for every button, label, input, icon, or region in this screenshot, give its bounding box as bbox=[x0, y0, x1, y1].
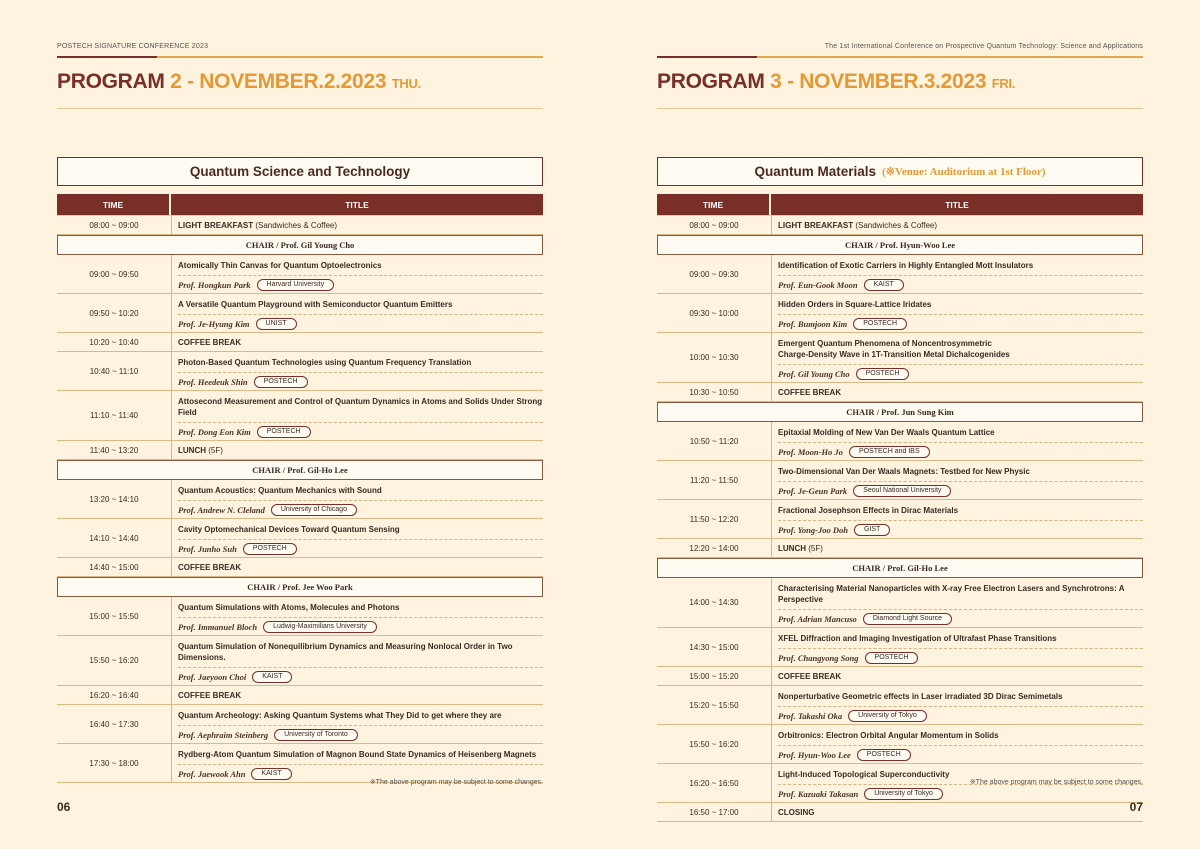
talk-title bbox=[178, 391, 543, 423]
talk-title-line: Attosecond Measurement and Control of Quantum Dynamics in Atoms and Solids Under Strong Field bbox=[178, 397, 543, 417]
talk-title bbox=[178, 294, 543, 315]
title-cell bbox=[772, 216, 1143, 234]
speaker-line bbox=[778, 365, 1143, 382]
talk-title-line: Atomically Thin Canvas for Quantum Optoelectronics bbox=[178, 261, 382, 270]
talk-title bbox=[778, 686, 1143, 707]
talk-title-line: Cavity Optomechanical Devices Toward Quantum Sensing bbox=[178, 525, 400, 534]
affiliation-badge: POSTECH bbox=[254, 376, 308, 388]
break-title: COFFEE BREAK bbox=[178, 690, 242, 700]
talk-title bbox=[778, 500, 1143, 521]
affiliation-badge: POSTECH bbox=[865, 652, 919, 664]
talk-title-line: Emergent Quantum Phenomena of Noncentrosymmetric bbox=[778, 339, 992, 348]
table-row bbox=[57, 480, 543, 519]
talk-title bbox=[778, 578, 1143, 610]
title-cell bbox=[772, 578, 1143, 627]
speaker-name: Prof. Bumjoon Kim bbox=[778, 318, 848, 329]
running-header: POSTECH SIGNATURE CONFERENCE 2023 bbox=[57, 43, 209, 50]
table-row bbox=[657, 461, 1143, 500]
break-line bbox=[778, 672, 1143, 681]
table-row bbox=[57, 333, 543, 352]
footnote: ※The above program may be subject to some changes. bbox=[369, 779, 543, 786]
speaker-name: Prof. Changyong Song bbox=[778, 652, 859, 663]
break-line bbox=[178, 691, 543, 700]
time-cell: 17:30 ~ 18:00 bbox=[57, 744, 172, 782]
talk-title-line: Quantum Simulations with Atoms, Molecules and Photons bbox=[178, 603, 400, 612]
time-cell: 09:50 ~ 10:20 bbox=[57, 294, 172, 332]
header-rule bbox=[657, 56, 1143, 58]
time-cell: 09:00 ~ 09:30 bbox=[657, 255, 772, 293]
speaker-name: Prof. Aephraim Steinberg bbox=[178, 729, 269, 740]
speaker-line bbox=[178, 501, 543, 518]
break-line bbox=[778, 388, 1143, 397]
session-title-box bbox=[657, 157, 1143, 186]
break-title: LIGHT BREAKFAST bbox=[178, 220, 254, 230]
time-cell: 15:50 ~ 16:20 bbox=[57, 636, 172, 685]
title-cell bbox=[172, 352, 543, 390]
speaker-line bbox=[778, 649, 1143, 666]
break-note: (5F) bbox=[806, 543, 823, 553]
affiliation-badge: University of Chicago bbox=[271, 504, 357, 516]
talk-title-line: Rydberg-Atom Quantum Simulation of Magnon Bound State Dynamics of Heisenberg Magnets bbox=[178, 750, 537, 759]
time-cell: 11:10 ~ 11:40 bbox=[57, 391, 172, 440]
title-date: - NOVEMBER.2.2023 bbox=[187, 70, 387, 93]
time-cell: 15:00 ~ 15:20 bbox=[657, 667, 772, 685]
table-row bbox=[657, 667, 1143, 686]
table-row bbox=[57, 294, 543, 333]
affiliation-badge: POSTECH bbox=[257, 426, 311, 438]
speaker-name: Prof. Je-Geun Park bbox=[778, 485, 848, 496]
speaker-name: Prof. Dong Eon Kim bbox=[178, 426, 251, 437]
speaker-line bbox=[778, 521, 1143, 538]
break-note: (Sandwiches & Coffee) bbox=[853, 220, 938, 230]
talk-title-line: Quantum Acoustics: Quantum Mechanics with Sound bbox=[178, 486, 382, 495]
footnote: ※The above program may be subject to some changes. bbox=[969, 779, 1143, 786]
break-line bbox=[178, 221, 543, 230]
program-table bbox=[657, 194, 1143, 822]
talk-title-line: Fractional Josephson Effects in Dirac Materials bbox=[778, 506, 959, 515]
title-cell bbox=[172, 294, 543, 332]
title-cell bbox=[172, 441, 543, 459]
table-row bbox=[57, 558, 543, 577]
table-row bbox=[57, 636, 543, 686]
time-cell: 08:00 ~ 09:00 bbox=[657, 216, 772, 234]
speaker-line bbox=[178, 315, 543, 332]
affiliation-badge: POSTECH bbox=[243, 543, 297, 555]
talk-title bbox=[178, 636, 543, 668]
talk-title bbox=[178, 705, 543, 726]
speaker-name: Prof. Junho Suh bbox=[178, 543, 237, 554]
title-word: PROGRAM bbox=[657, 70, 765, 93]
time-cell: 15:00 ~ 15:50 bbox=[57, 597, 172, 635]
time-cell: 16:20 ~ 16:50 bbox=[657, 764, 772, 802]
table-row bbox=[657, 686, 1143, 725]
title-cell bbox=[772, 333, 1143, 382]
title-cell bbox=[772, 294, 1143, 332]
title-cell bbox=[772, 539, 1143, 557]
time-column-header: TIME bbox=[57, 194, 169, 215]
title-cell bbox=[772, 422, 1143, 460]
talk-title-line: Nonperturbative Geometric effects in Laser irradiated 3D Dirac Semimetals bbox=[778, 692, 1063, 701]
table-row bbox=[657, 422, 1143, 461]
speaker-name: Prof. Yong-Joo Doh bbox=[778, 524, 848, 535]
talk-title-line: Light-Induced Topological Superconductivity bbox=[778, 770, 950, 779]
table-row bbox=[57, 391, 543, 441]
talk-title bbox=[778, 255, 1143, 276]
break-note: (5F) bbox=[206, 445, 223, 455]
chair-row: CHAIR / Prof. Hyun-Woo Lee bbox=[657, 235, 1143, 255]
speaker-line bbox=[778, 610, 1143, 627]
table-row bbox=[657, 333, 1143, 383]
time-cell: 14:00 ~ 14:30 bbox=[657, 578, 772, 627]
talk-title bbox=[178, 597, 543, 618]
break-title: LIGHT BREAKFAST bbox=[778, 220, 854, 230]
speaker-line bbox=[178, 726, 543, 743]
page-number: 07 bbox=[1129, 800, 1143, 814]
talk-title-line: Hidden Orders in Square-Lattice Iridates bbox=[778, 300, 932, 309]
time-cell: 10:00 ~ 10:30 bbox=[657, 333, 772, 382]
break-title: LUNCH bbox=[178, 445, 206, 455]
affiliation-badge: UNIST bbox=[256, 318, 297, 330]
talk-title-line: XFEL Diffraction and Imaging Investigation of Ultrafast Phase Transitions bbox=[778, 634, 1057, 643]
time-cell: 15:20 ~ 15:50 bbox=[657, 686, 772, 724]
speaker-line bbox=[778, 315, 1143, 332]
time-cell: 12:20 ~ 14:00 bbox=[657, 539, 772, 557]
time-cell: 11:50 ~ 12:20 bbox=[657, 500, 772, 538]
speaker-name: Prof. Eun-Gook Moon bbox=[778, 279, 858, 290]
speaker-name: Prof. Hyun-Woo Lee bbox=[778, 749, 851, 760]
talk-title bbox=[178, 744, 543, 765]
speaker-name: Prof. Jaeyoon Choi bbox=[178, 671, 247, 682]
speaker-line bbox=[178, 423, 543, 440]
affiliation-badge: KAIST bbox=[252, 671, 292, 683]
talk-title bbox=[778, 333, 1143, 365]
affiliation-badge: University of Tokyo bbox=[848, 710, 927, 722]
title-cell bbox=[172, 558, 543, 576]
time-cell: 11:40 ~ 13:20 bbox=[57, 441, 172, 459]
speaker-name: Prof. Takashi Oka bbox=[778, 710, 843, 721]
talk-title bbox=[178, 519, 543, 540]
title-column-header: TITLE bbox=[171, 194, 543, 215]
affiliation-badge: University of Toronto bbox=[274, 729, 358, 741]
time-cell: 09:00 ~ 09:50 bbox=[57, 255, 172, 293]
affiliation-badge: POSTECH and IBS bbox=[849, 446, 930, 458]
time-cell: 16:20 ~ 16:40 bbox=[57, 686, 172, 704]
table-row bbox=[657, 725, 1143, 764]
speaker-line bbox=[178, 373, 543, 390]
table-row bbox=[57, 216, 543, 235]
title-cell bbox=[172, 333, 543, 351]
title-number: 3 bbox=[770, 70, 782, 93]
session-title: Quantum Science and Technology bbox=[189, 164, 411, 179]
time-cell: 10:40 ~ 11:10 bbox=[57, 352, 172, 390]
talk-title bbox=[178, 255, 543, 276]
table-row bbox=[57, 705, 543, 744]
title-cell bbox=[772, 628, 1143, 666]
time-cell: 15:50 ~ 16:20 bbox=[657, 725, 772, 763]
time-cell: 08:00 ~ 09:00 bbox=[57, 216, 172, 234]
affiliation-badge: POSTECH bbox=[853, 318, 907, 330]
affiliation-badge: KAIST bbox=[251, 768, 291, 780]
speaker-line bbox=[778, 482, 1143, 499]
talk-title-line: Photon-Based Quantum Technologies using Quantum Frequency Translation bbox=[178, 358, 472, 367]
title-day: FRI. bbox=[991, 76, 1016, 91]
time-cell: 16:40 ~ 17:30 bbox=[57, 705, 172, 743]
affiliation-badge: Seoul National University bbox=[853, 485, 951, 497]
talk-title-line: Quantum Simulation of Nonequilibrium Dynamics and Measuring Nonlocal Order in Two Dimensions. bbox=[178, 642, 513, 662]
table-header bbox=[657, 194, 1143, 216]
speaker-line bbox=[178, 276, 543, 293]
session-title: Quantum Materials bbox=[754, 164, 877, 179]
time-cell: 16:50 ~ 17:00 bbox=[657, 803, 772, 821]
break-line bbox=[778, 808, 1143, 817]
time-cell: 10:50 ~ 11:20 bbox=[657, 422, 772, 460]
talk-title bbox=[778, 461, 1143, 482]
break-title: COFFEE BREAK bbox=[178, 337, 242, 347]
speaker-line bbox=[178, 540, 543, 557]
chair-row: CHAIR / Prof. Jee Woo Park bbox=[57, 577, 543, 597]
title-cell bbox=[772, 383, 1143, 401]
table-row bbox=[657, 294, 1143, 333]
break-title: LUNCH bbox=[778, 543, 806, 553]
table-row bbox=[57, 597, 543, 636]
title-rule bbox=[57, 108, 543, 109]
table-row bbox=[57, 255, 543, 294]
talk-title bbox=[178, 480, 543, 501]
title-rule bbox=[657, 108, 1143, 109]
break-line bbox=[178, 446, 543, 455]
title-cell bbox=[172, 519, 543, 557]
speaker-line bbox=[778, 443, 1143, 460]
affiliation-badge: Ludwig-Maximilians University bbox=[263, 621, 377, 633]
talk-title bbox=[178, 352, 543, 373]
speaker-name: Prof. Heedeuk Shin bbox=[178, 376, 248, 387]
time-cell: 11:20 ~ 11:50 bbox=[657, 461, 772, 499]
affiliation-badge: GIST bbox=[854, 524, 890, 536]
break-title: COFFEE BREAK bbox=[178, 562, 242, 572]
title-cell bbox=[772, 461, 1143, 499]
title-cell bbox=[772, 803, 1143, 821]
break-title: CLOSING bbox=[778, 807, 815, 817]
title-cell bbox=[772, 255, 1143, 293]
speaker-name: Prof. Jaewook Ahn bbox=[178, 768, 246, 779]
talk-title-line: Quantum Archeology: Asking Quantum Systems what They Did to get where they are bbox=[178, 711, 502, 720]
talk-title-line: Characterising Material Nanoparticles with X-ray Free Electron Lasers and Synchrotrons: A Perspective bbox=[778, 584, 1125, 604]
speaker-line bbox=[778, 785, 1143, 802]
title-cell bbox=[772, 667, 1143, 685]
title-cell bbox=[172, 255, 543, 293]
affiliation-badge: Diamond Light Source bbox=[863, 613, 952, 625]
break-title: COFFEE BREAK bbox=[778, 671, 842, 681]
speaker-line bbox=[178, 618, 543, 635]
program-table bbox=[57, 194, 543, 783]
title-cell bbox=[172, 686, 543, 704]
time-cell: 14:10 ~ 14:40 bbox=[57, 519, 172, 557]
session-venue: (※Venue: Auditorium at 1st Floor) bbox=[882, 166, 1046, 178]
talk-title-line: Epitaxial Molding of New Van Der Waals Quantum Lattice bbox=[778, 428, 995, 437]
talk-title bbox=[778, 294, 1143, 315]
break-line bbox=[178, 563, 543, 572]
affiliation-badge: University of Tokyo bbox=[864, 788, 943, 800]
title-number: 2 bbox=[170, 70, 182, 93]
title-cell bbox=[772, 686, 1143, 724]
speaker-line bbox=[178, 668, 543, 685]
title-cell bbox=[172, 636, 543, 685]
table-header bbox=[57, 194, 543, 216]
talk-title bbox=[778, 628, 1143, 649]
break-line bbox=[178, 338, 543, 347]
table-row bbox=[57, 686, 543, 705]
table-row bbox=[57, 441, 543, 460]
break-title: COFFEE BREAK bbox=[778, 387, 842, 397]
title-cell bbox=[172, 744, 543, 782]
title-cell bbox=[172, 597, 543, 635]
time-column-header: TIME bbox=[657, 194, 769, 215]
title-word: PROGRAM bbox=[57, 70, 165, 93]
affiliation-badge: KAIST bbox=[864, 279, 904, 291]
table-row bbox=[657, 578, 1143, 628]
speaker-name: Prof. Adrian Mancuso bbox=[778, 613, 857, 624]
title-date: - NOVEMBER.3.2023 bbox=[787, 70, 987, 93]
header-rule bbox=[57, 56, 543, 58]
break-note: (Sandwiches & Coffee) bbox=[253, 220, 338, 230]
affiliation-badge: POSTECH bbox=[856, 368, 910, 380]
table-row bbox=[657, 255, 1143, 294]
time-cell: 09:30 ~ 10:00 bbox=[657, 294, 772, 332]
time-cell: 10:30 ~ 10:50 bbox=[657, 383, 772, 401]
running-header: The 1st International Conference on Prospective Quantum Technology: Science and Applications bbox=[824, 43, 1143, 50]
left-page bbox=[57, 0, 543, 849]
program-title bbox=[57, 70, 421, 94]
table-row bbox=[657, 383, 1143, 402]
talk-title bbox=[778, 422, 1143, 443]
chair-row: CHAIR / Prof. Jun Sung Kim bbox=[657, 402, 1143, 422]
table-row bbox=[657, 539, 1143, 558]
chair-row: CHAIR / Prof. Gil-Ho Lee bbox=[657, 558, 1143, 578]
time-cell: 14:30 ~ 15:00 bbox=[657, 628, 772, 666]
talk-title-line: Identification of Exotic Carriers in Highly Entangled Mott Insulators bbox=[778, 261, 1034, 270]
title-cell bbox=[772, 725, 1143, 763]
chair-row: CHAIR / Prof. Gil-Ho Lee bbox=[57, 460, 543, 480]
chair-row: CHAIR / Prof. Gil Young Cho bbox=[57, 235, 543, 255]
table-row bbox=[657, 628, 1143, 667]
table-row bbox=[657, 216, 1143, 235]
program-title bbox=[657, 70, 1015, 94]
talk-title-line: A Versatile Quantum Playground with Semiconductor Quantum Emitters bbox=[178, 300, 453, 309]
table-row bbox=[57, 352, 543, 391]
speaker-name: Prof. Kazuaki Takasan bbox=[778, 788, 859, 799]
page-number: 06 bbox=[57, 800, 71, 814]
talk-title-line: Orbitronics: Electron Orbital Angular Momentum in Solids bbox=[778, 731, 999, 740]
title-cell bbox=[172, 480, 543, 518]
speaker-name: Prof. Moon-Ho Jo bbox=[778, 446, 843, 457]
talk-title-line: Charge-Density Wave in 1T-Transition Metal Dichalcogenides bbox=[778, 350, 1010, 359]
speaker-name: Prof. Andrew N. Cleland bbox=[178, 504, 265, 515]
speaker-name: Prof. Immanuel Bloch bbox=[178, 621, 258, 632]
speaker-name: Prof. Hongkun Park bbox=[178, 279, 251, 290]
talk-title-line: Two-Dimensional Van Der Waals Magnets: Testbed for New Physic bbox=[778, 467, 1030, 476]
time-cell: 14:40 ~ 15:00 bbox=[57, 558, 172, 576]
title-cell bbox=[772, 500, 1143, 538]
break-line bbox=[778, 544, 1143, 553]
table-row bbox=[57, 519, 543, 558]
time-cell: 13:20 ~ 14:10 bbox=[57, 480, 172, 518]
title-cell bbox=[172, 216, 543, 234]
table-row bbox=[657, 803, 1143, 822]
table-row bbox=[657, 500, 1143, 539]
talk-title bbox=[778, 725, 1143, 746]
break-line bbox=[778, 221, 1143, 230]
time-cell: 10:20 ~ 10:40 bbox=[57, 333, 172, 351]
session-title-box bbox=[57, 157, 543, 186]
affiliation-badge: POSTECH bbox=[857, 749, 911, 761]
speaker-name: Prof. Je-Hyung Kim bbox=[178, 318, 250, 329]
title-column-header: TITLE bbox=[771, 194, 1143, 215]
speaker-line bbox=[778, 707, 1143, 724]
speaker-name: Prof. Gil Young Cho bbox=[778, 368, 850, 379]
speaker-line bbox=[778, 276, 1143, 293]
title-cell bbox=[172, 705, 543, 743]
affiliation-badge: Harvard University bbox=[257, 279, 335, 291]
speaker-line bbox=[778, 746, 1143, 763]
title-cell bbox=[172, 391, 543, 440]
right-page bbox=[657, 0, 1143, 849]
title-day: THU. bbox=[391, 76, 421, 91]
